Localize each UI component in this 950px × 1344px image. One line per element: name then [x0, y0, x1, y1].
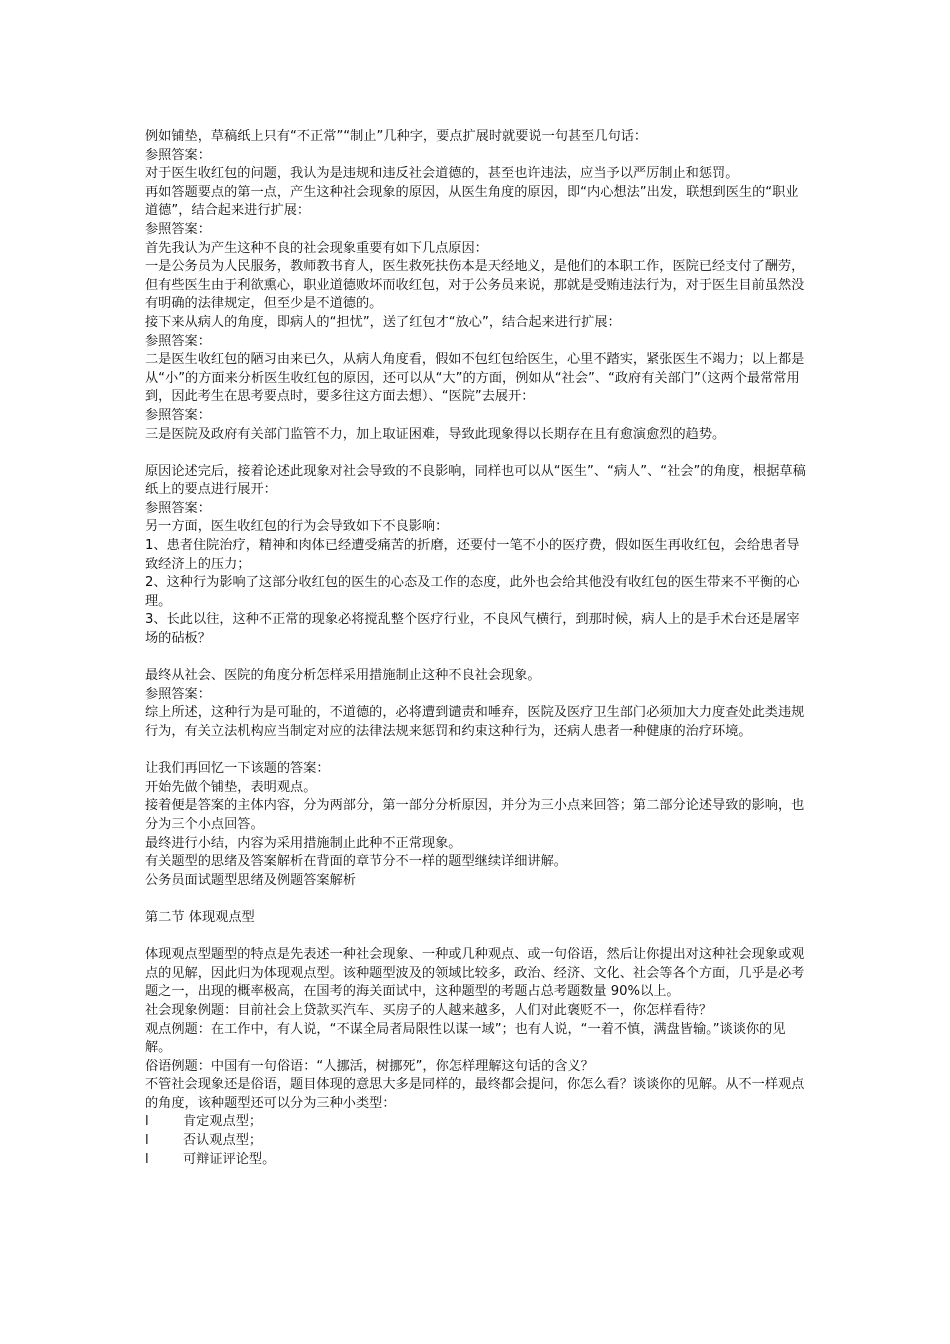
paragraph: 社会现象例题：目前社会上贷款买汽车、买房子的人越来越多，人们对此褒贬不一，你怎样看待？: [145, 1002, 713, 1018]
bullet-text: 肯定观点型；: [183, 1114, 263, 1130]
bullet-mark: l: [145, 1151, 149, 1167]
paragraph: 参照答案：: [145, 147, 211, 163]
document-page: [145, 128, 810, 1169]
paragraph: 2、这种行为影响了这部分收红包的医生的心态及工作的态度，此外也会给其他没有收红包的医生带来不平衡的心理。: [145, 575, 800, 609]
paragraph: 参照答案：: [145, 500, 211, 516]
paragraph: 让我们再回忆一下该题的答案：: [145, 761, 330, 777]
paragraph-gap: [145, 928, 810, 947]
bullet-item: [145, 1132, 810, 1151]
paragraph: 第二节 体现观点型: [145, 909, 255, 925]
paragraph: 一是公务员为人民服务，教师教书育人，医生救死扶伤本是天经地义，是他们的本职工作，医院已经支付了酬劳，但有些医生由于利欲熏心，职业道德败坏而收红包，对于公务员来说，那就是受贿违法行为，对于医生目前虽然没有明确的法律规定，但至少是不道德的。: [145, 259, 805, 312]
paragraph: 俗语例题：中国有一句俗语：“人挪活，树挪死”，你怎样理解这句话的含义？: [145, 1058, 594, 1074]
paragraph: 开始先做个铺垫，表明观点。: [145, 779, 317, 795]
paragraph: 体现观点型题型的特点是先表述一种社会现象、一种或几种观点、或一句俗语，然后让你提出对这种社会现象或观点的见解，因此归为体现观点型。该种题型波及的领域比较多，政治、经济、文化、社会等各个方面，几乎是必考题之一，出现的概率极高，在国考的海关面试中，这种题型的考题占总考题数量 90%以上。: [145, 947, 805, 1000]
bullet-mark: l: [145, 1114, 149, 1130]
paragraph: 原因论述完后，接着论述此现象对社会导致的不良影响，同样也可以从“医生”、“病人”、“社会”的角度，根据草稿纸上的要点进行展开：: [145, 463, 806, 498]
paragraph: 3、长此以往，这种不正常的现象必将搅乱整个医疗行业，不良风气横行，到那时候，病人上的是手术台还是屠宰场的砧板？: [145, 612, 800, 647]
paragraph: 首先我认为产生这种不良的社会现象重要有如下几点原因：: [145, 240, 488, 256]
paragraph: 再如答题要点的第一点，产生这种社会现象的原因，从医生角度的原因，即“内心想法”出发，联想到医生的“职业道德”，结合起来进行扩展：: [145, 184, 799, 219]
paragraph: 公务员面试题型思绪及例题答案解析: [145, 872, 356, 888]
paragraph: 不管社会现象还是俗语，题目体现的意思大多是同样的，最终都会提问，你怎么看？谈谈你的见解。从不一样观点的角度，该种题型还可以分为三种小类型：: [145, 1077, 805, 1111]
paragraph-gap: [145, 649, 810, 668]
bullet-item: [145, 1113, 810, 1132]
paragraph: 另一方面，医生收红包的行为会导致如下不良影响：: [145, 519, 449, 535]
paragraph-gap: [145, 444, 810, 463]
paragraph: 对于医生收红包的问题，我认为是违规和违反社会道德的，甚至也许违法，应当予以严厉制止和惩罚。: [145, 166, 739, 182]
paragraph-gap: [145, 742, 810, 761]
paragraph: 观点例题：在工作中，有人说，“不谋全局者局限性以谋一域”；也有人说，“一着不慎，满盘皆输。”谈谈你的见解。: [145, 1021, 786, 1056]
paragraph: 参照答案：: [145, 221, 211, 237]
bullet-item: [145, 1151, 810, 1170]
paragraph: 例如铺垫，草稿纸上只有“不正常”“制止”几种字，要点扩展时就要说一句甚至几句话：: [145, 129, 648, 144]
paragraph: 最终进行小结，内容为采用措施制止此种不正常现象。: [145, 835, 462, 851]
bullet-mark: l: [145, 1133, 149, 1149]
paragraph: 参照答案：: [145, 686, 211, 702]
paragraph: 1、患者住院治疗，精神和肉体已经遭受痛苦的折磨，还要付一笔不小的医疗费，假如医生再收红包，会给患者导致经济上的压力；: [145, 538, 800, 572]
bullet-text: 可辩证评论型。: [183, 1151, 276, 1167]
paragraph: 二是医生收红包的陋习由来已久，从病人角度看，假如不包红包给医生，心里不踏实，紧张医生不竭力；以上都是从“小”的方面来分析医生收红包的原因，还可以从“大”的方面，例如从“社会”、“政府有关部门”（这两个最常常用到，因此考生在思考要点时，要多往这方面去想）、“医院”去展开：: [145, 352, 805, 405]
paragraph: 综上所述，这种行为是可耻的，不道德的，必将遭到谴责和唾弃，医院及医疗卫生部门必须加大力度查处此类违规行为，有关立法机构应当制定对应的法律法规来惩罚和约束这种行为，还病人患者一种健康的治疗环境。: [145, 705, 805, 739]
paragraph: 接着便是答案的主体内容，分为两部分，第一部分分析原因，并分为三小点来回答；第二部分论述导致的影响，也分为三个小点回答。: [145, 798, 805, 832]
paragraph-gap: [145, 890, 810, 909]
paragraph: 参照答案：: [145, 407, 211, 423]
paragraph: 三是医院及政府有关部门监管不力，加上取证困难，导致此现象得以长期存在且有愈演愈烈的趋势。: [145, 426, 726, 442]
paragraph: 接下来从病人的角度，即病人的“担忧”，送了红包才“放心”，结合起来进行扩展：: [145, 314, 621, 330]
bullet-text: 否认观点型；: [183, 1133, 263, 1149]
paragraph: 有关题型的思绪及答案解析在背面的章节分不一样的题型继续详细讲解。: [145, 854, 567, 870]
paragraph: 最终从社会、医院的角度分析怎样采用措施制止这种不良社会现象。: [145, 668, 541, 684]
paragraph: 参照答案：: [145, 333, 211, 349]
